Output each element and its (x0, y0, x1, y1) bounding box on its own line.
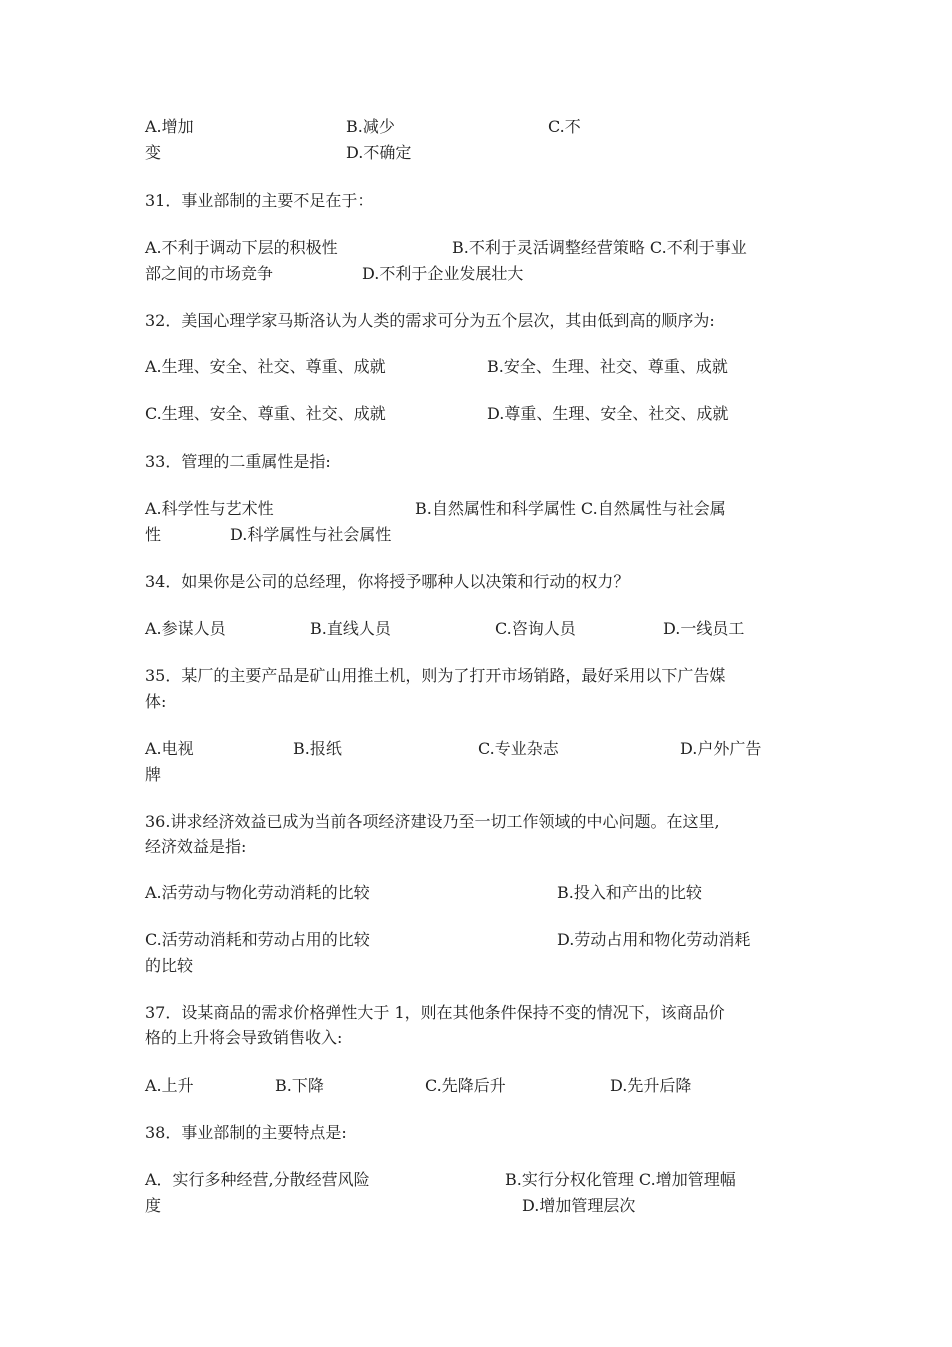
q36-option-a: A.活劳动与物化劳动消耗的比较 (145, 883, 370, 902)
q32-option-d: D.尊重、生理、安全、社交、成就 (487, 404, 729, 423)
q37-option-c: C.先降后升 (425, 1076, 506, 1095)
q35-option-a: A.电视 (145, 739, 194, 758)
q31-option-d: D.不利于企业发展壮大 (362, 264, 524, 283)
q30-options-row1 (145, 116, 795, 138)
q34-question: 34．如果你是公司的总经理，你将授予哪种人以决策和行动的权力？ (145, 572, 630, 591)
q33-option-d: D.科学属性与社会属性 (230, 525, 392, 544)
q38-option-a: A．实行多种经营,分散经营风险 (145, 1170, 370, 1189)
q31-option-b-c: B.不利于灵活调整经营策略 C.不利于事业 (452, 238, 747, 257)
q38-option-c-cont: 度 (145, 1196, 162, 1215)
q32-options-row2 (145, 403, 795, 425)
q32-option-c: C.生理、安全、尊重、社交、成就 (145, 404, 386, 423)
q31-options-row1 (145, 237, 795, 259)
q36-option-b: B.投入和产出的比较 (557, 883, 702, 902)
q36-options-row1 (145, 882, 795, 904)
q35-option-d-cont: 牌 (145, 765, 162, 784)
q31-option-a: A.不利于调动下层的积极性 (145, 238, 338, 257)
q34-option-a: A.参谋人员 (145, 619, 226, 638)
q38-question: 38．事业部制的主要特点是: (145, 1123, 347, 1142)
q36-question-line2: 经济效益是指: (145, 837, 247, 856)
q34-option-b: B.直线人员 (310, 619, 391, 638)
q38-option-b-c: B.实行分权化管理 C.增加管理幅 (505, 1170, 736, 1189)
q38-option-d: D.增加管理层次 (522, 1196, 636, 1215)
q37-option-a: A.上升 (145, 1076, 194, 1095)
q30-option-b: B.减少 (346, 117, 395, 136)
q32-question: 32．美国心理学家马斯洛认为人类的需求可分为五个层次，其由低到高的顺序为: (145, 311, 715, 330)
q36-question-line1: 36.讲求经济效益已成为当前各项经济建设乃至一切工作领域的中心问题。在这里, (145, 812, 720, 831)
q34-options-row (145, 618, 795, 640)
q33-option-c-cont: 性 (145, 525, 162, 544)
q35-options-row1 (145, 738, 795, 760)
q34-option-c: C.咨询人员 (495, 619, 576, 638)
q36-options-row3 (145, 955, 795, 977)
q37-question-line2: 格的上升将会导致销售收入: (145, 1028, 343, 1047)
q30-option-d: D.不确定 (346, 143, 412, 162)
q35-options-row2 (145, 764, 795, 786)
q30-options-row2 (145, 142, 795, 164)
q37-question-line1: 37．设某商品的需求价格弹性大于 1，则在其他条件保持不变的情况下，该商品价 (145, 1003, 725, 1022)
q35-question-line1: 35．某厂的主要产品是矿山用推土机，则为了打开市场销路，最好采用以下广告媒 (145, 666, 726, 685)
q31-question: 31．事业部制的主要不足在于： (145, 191, 374, 210)
q32-options-row1 (145, 356, 795, 378)
q30-option-a: A.增加 (145, 117, 194, 136)
q31-options-row2 (145, 263, 795, 285)
q35-option-d: D.户外广告 (680, 739, 762, 758)
q32-option-a: A.生理、安全、社交、尊重、成就 (145, 357, 386, 376)
q35-option-b: B.报纸 (293, 739, 342, 758)
q33-options-row2 (145, 524, 795, 546)
q37-options-row (145, 1075, 795, 1097)
q30-option-c-cont: 变 (145, 143, 162, 162)
q33-options-row1 (145, 498, 795, 520)
q35-option-c: C.专业杂志 (478, 739, 559, 758)
q33-option-a: A.科学性与艺术性 (145, 499, 274, 518)
q38-options-row2 (145, 1195, 795, 1217)
q34-option-d: D.一线员工 (663, 619, 745, 638)
q33-option-b-c: B.自然属性和科学属性 C.自然属性与社会属 (415, 499, 726, 518)
q33-question: 33．管理的二重属性是指: (145, 452, 331, 471)
q36-option-d-cont: 的比较 (145, 956, 194, 975)
q31-option-c-cont: 部之间的市场竞争 (145, 264, 274, 283)
q30-option-c: C.不 (548, 117, 581, 136)
q36-option-c: C.活劳动消耗和劳动占用的比较 (145, 930, 370, 949)
q36-options-row2 (145, 929, 795, 951)
q36-option-d: D.劳动占用和物化劳动消耗 (557, 930, 751, 949)
q35-question-line2: 体: (145, 692, 167, 711)
q37-option-b: B.下降 (275, 1076, 324, 1095)
q32-option-b: B.安全、生理、社交、尊重、成就 (487, 357, 728, 376)
q37-option-d: D.先升后降 (610, 1076, 692, 1095)
q38-options-row1 (145, 1169, 795, 1191)
